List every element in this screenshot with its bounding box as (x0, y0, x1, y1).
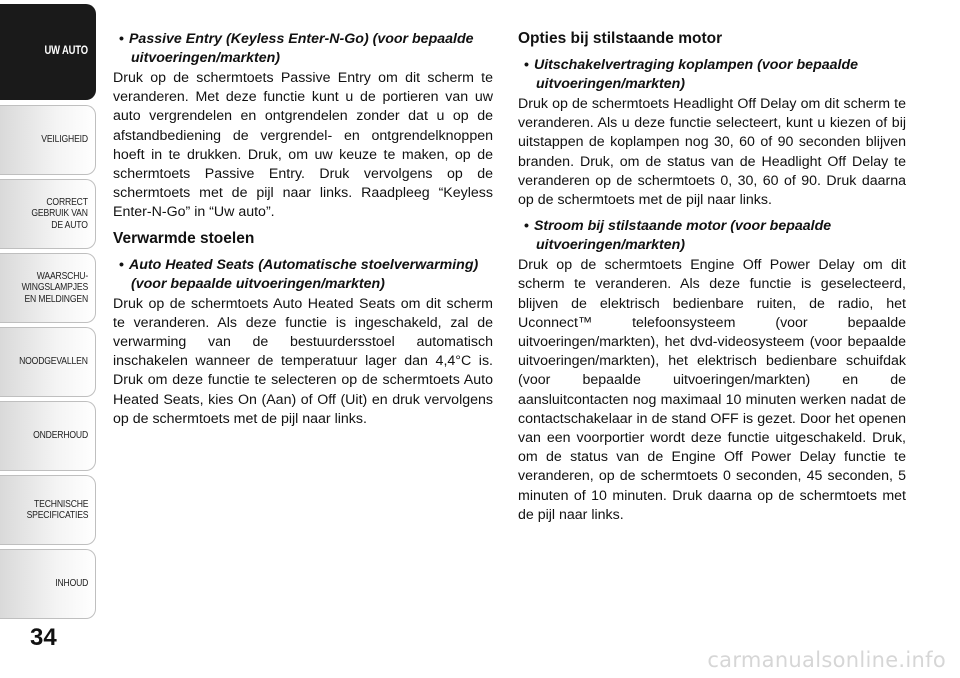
bullet-dot: • (524, 57, 529, 73)
bullet-dot: • (524, 218, 529, 235)
bullet-power-delay (518, 217, 906, 255)
chapter-tabs (0, 0, 100, 678)
tab-waarschuwingslampjes[interactable] (0, 253, 96, 323)
tab-veiligheid[interactable] (0, 105, 96, 175)
paragraph-headlight-delay: Druk op de schermtoets Headlight Off Delay om dit scherm te veranderen. Als u deze functie selecteert, kunt u kiezen of bij uitstappen de koplampen nog 30, 60 of 90 seconden blijven branden. Druk, om de status van de Headlight Off Delay te veranderen op de schermtoets 0, 30, 60 of 90. Druk daarna op de schermtoets met de pijl naar links. (518, 96, 906, 209)
paragraph-heated-seats: Druk op de schermtoets Auto Heated Seats om dit scherm te veranderen. Als deze functie is ingeschakeld, zal de verwarming van de bestuurdersstoel automatisch inschakelen wanneer de temperatuur lager dan 4,4°C is. Druk om deze functie te selecteren op de schermtoets Auto Heated Seats, kies On (Aan) of Off (Uit) en druk vervolgens op de schermtoets met de pijl naar links. (113, 295, 493, 427)
tab-correct-gebruik[interactable] (0, 179, 96, 249)
tab-label: TECHNISCHE SPECIFICATIES (26, 497, 88, 521)
bullet-text: Uitschakelvertraging koplampen (voor bepaalde uitvoeringen/markten) (533, 57, 859, 92)
bullet-text: Stroom bij stilstaande motor (voor bepaalde uitvoeringen/markten) (533, 218, 832, 254)
right-column (518, 30, 906, 532)
section-heading-heated-seats: Verwarmde stoelen (113, 229, 255, 247)
bullet-dot: • (119, 256, 124, 273)
tab-label: INHOUD (55, 577, 88, 590)
paragraph-power-delay: Druk op de schermtoets Engine Off Power Delay om dit scherm te veranderen. Als deze functie is geselecteerd, blijven de elektrisch bedienbare ruiten, de radio, het Uconnect™ telefoonsysteem (voor bepaalde uitvoeringen/markten), het dvd-videosysteem (voor bepaalde uitvoeringen/markten), het elektrisch bedienbare schuifdak (voor bepaalde uitvoeringen/markten) en de aansluitcontacten nog maximaal 10 minuten werken nadat de contactschakelaar in de stand OFF is gezet. Door het openen van een voorportier wordt deze functie uitgeschakeld. Druk, om de status van de Engine Off Power Delay functie te veranderen, op de schermtoets 0 seconden, 45 seconden, 5 minuten of 10 minuten. Druk daarna op de schermtoets met de pijl naar links. (518, 257, 906, 523)
bullet-dot: • (119, 31, 124, 47)
tab-inhoud[interactable] (0, 549, 96, 619)
tab-label: VEILIGHEID (41, 133, 88, 146)
page-number: 34 (30, 624, 57, 651)
tab-technische-specificaties[interactable] (0, 475, 96, 545)
left-column (113, 30, 493, 436)
bullet-text: Auto Heated Seats (Automatische stoelverwarming) (voor bepaalde uitvoeringen/markten) (128, 256, 479, 292)
section-heading-engine-off: Opties bij stilstaande motor (518, 30, 723, 47)
watermark: carmanualsonline.info (707, 648, 946, 672)
bullet-passive-entry (113, 30, 493, 68)
tab-label: UW AUTO (44, 45, 88, 58)
bullet-headlight-delay (518, 56, 906, 94)
tab-label: ONDERHOUD (33, 429, 88, 442)
tab-uw-auto[interactable] (0, 4, 96, 100)
tab-onderhoud[interactable] (0, 401, 96, 471)
paragraph-passive-entry: Druk op de schermtoets Passive Entry om dit scherm te veranderen. Met deze functie kunt u de portieren van uw auto vergrendelen en ontgrendelen zonder dat u op de afstandbediening de vergrendel- en ontgrendelknoppen hoeft in te drukken. Druk, om uw keuze te maken, op de schermtoets Passive Entry. Druk vervolgens op de schermtoets met de pijl naar links. Raadpleeg “Keyless Enter-N-Go” in “Uw auto”. (113, 70, 493, 221)
tab-noodgevallen[interactable] (0, 327, 96, 397)
bullet-auto-heated-seats (113, 256, 493, 294)
tab-label: NOODGEVALLEN (19, 355, 88, 368)
tab-label: WAARSCHU- WINGSLAMPJES EN MELDINGEN (21, 269, 88, 305)
tab-label: CORRECT GEBRUIK VAN DE AUTO (31, 195, 88, 231)
bullet-text: Passive Entry (Keyless Enter-N-Go) (voor bepaalde uitvoeringen/markten) (128, 31, 474, 66)
